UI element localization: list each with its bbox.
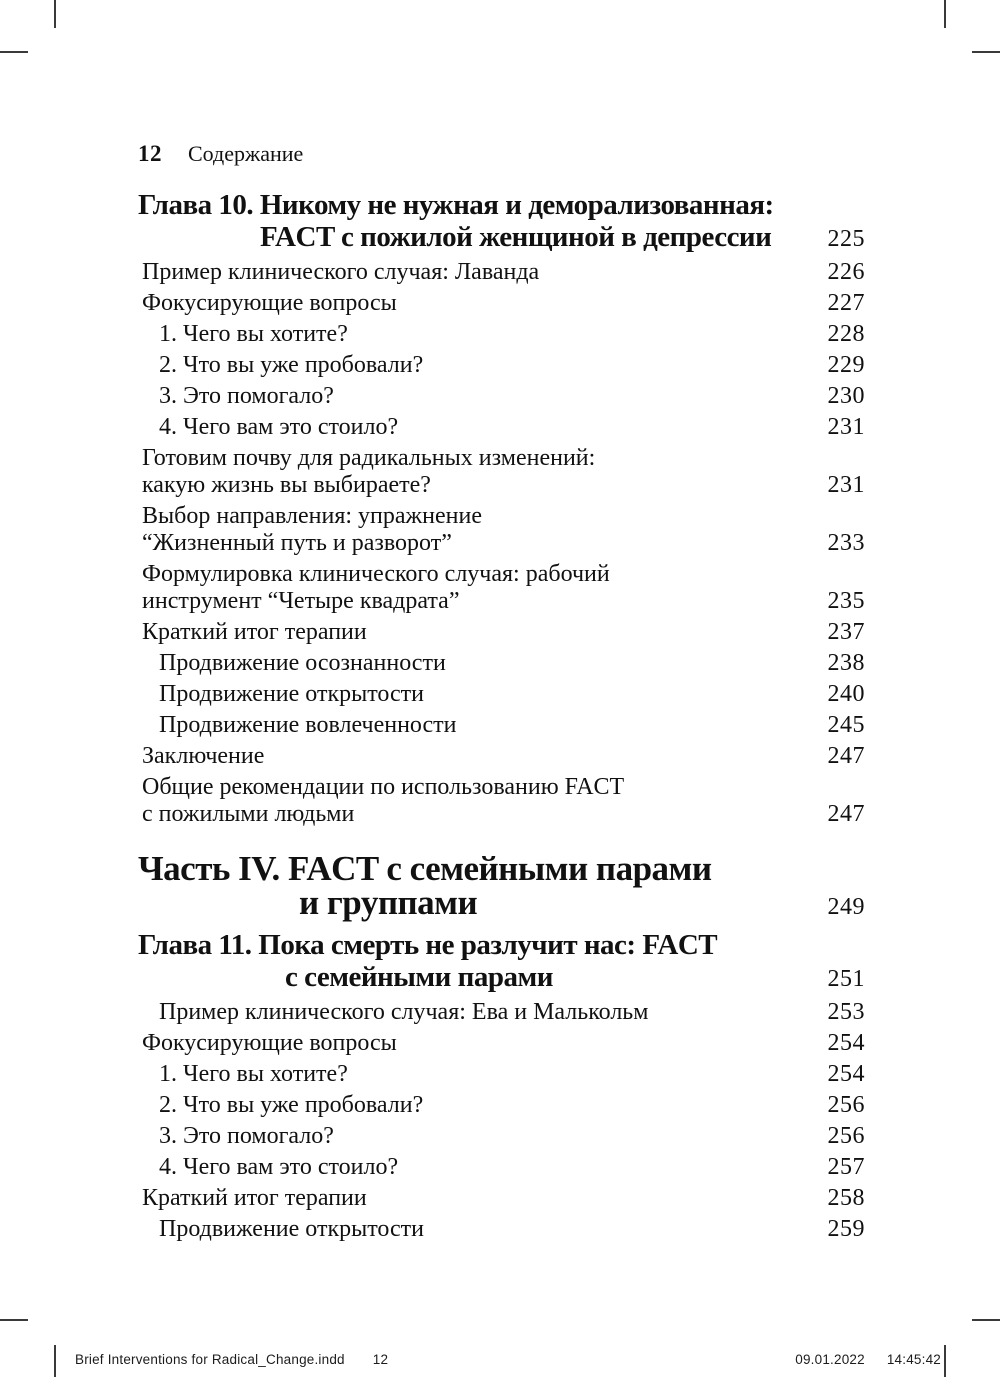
- toc-entry-text: Глава 10. Никому не нужная и деморализованная:: [138, 189, 774, 221]
- toc-entry-page-number: 237: [827, 619, 865, 645]
- toc-entry-page-number: 259: [827, 1216, 865, 1242]
- toc-entry-text: “Жизненный путь и разворот”: [142, 530, 452, 556]
- toc-heading-line: [138, 221, 865, 255]
- toc-entry: [138, 743, 865, 770]
- crop-mark-icon: [0, 1319, 28, 1321]
- toc-entry-text: с семейными парами: [285, 961, 553, 993]
- toc-entry: [138, 352, 865, 379]
- footer-time: 14:45:42: [886, 1352, 941, 1367]
- toc-entry-page-number: 254: [827, 1061, 865, 1087]
- toc-entry-text: Глава 11. Пока смерть не разлучит нас: FACT: [138, 929, 718, 961]
- toc-entry: [138, 472, 865, 499]
- toc-list: [138, 189, 865, 1243]
- toc-entry-text: 4. Чего вам это стоило?: [159, 1154, 399, 1180]
- toc-entry: [138, 259, 865, 286]
- toc-entry-page-number: 231: [827, 472, 865, 498]
- toc-entry-page-number: 226: [827, 259, 865, 285]
- toc-entry-text: Продвижение осознанности: [159, 650, 446, 676]
- toc-entry: [138, 1061, 865, 1088]
- toc-entry-page-number: 256: [827, 1123, 865, 1149]
- toc-entry-page-number: 245: [827, 712, 865, 738]
- toc-entry-text: Пример клинического случая: Лаванда: [142, 259, 540, 285]
- toc-entry-text: инструмент “Четыре квадрата”: [142, 588, 460, 614]
- toc-entry-text: Пример клинического случая: Ева и Малькольм: [159, 999, 649, 1025]
- toc-entry: [138, 290, 865, 317]
- toc-entry: [138, 1185, 865, 1212]
- toc-entry-page-number: 227: [827, 290, 865, 316]
- toc-entry: [138, 445, 865, 472]
- toc-entry-page-number: 228: [827, 321, 865, 347]
- toc-entry-page-number: 233: [827, 530, 865, 556]
- toc-entry-page-number: 238: [827, 650, 865, 676]
- page-header: [138, 141, 865, 167]
- toc-entry: [138, 1030, 865, 1057]
- toc-entry-text: 3. Это помогало?: [159, 383, 334, 409]
- crop-mark-icon: [54, 0, 56, 28]
- toc-entry-page-number: 256: [827, 1092, 865, 1118]
- toc-entry: [138, 999, 865, 1026]
- imposition-footer: [0, 1348, 1000, 1372]
- toc-entry-text: с пожилыми людьми: [142, 801, 355, 827]
- toc-entry: [138, 561, 865, 588]
- toc-entry: [138, 503, 865, 530]
- toc-entry: [138, 1092, 865, 1119]
- toc-entry-text: 4. Чего вам это стоило?: [159, 414, 399, 440]
- crop-mark-icon: [972, 1319, 1000, 1321]
- toc-entry-page-number: 231: [827, 414, 865, 440]
- toc-entry-text: Продвижение открытости: [159, 681, 424, 707]
- toc-entry-text: 1. Чего вы хотите?: [159, 1061, 348, 1087]
- toc-entry-text: Формулировка клинического случая: рабочий: [142, 561, 610, 587]
- crop-mark-icon: [0, 51, 28, 53]
- toc-entry-text: Фокусирующие вопросы: [142, 290, 397, 316]
- toc-entry-page-number: 247: [827, 743, 865, 769]
- toc-heading-line: [138, 929, 865, 961]
- toc-entry: [138, 1123, 865, 1150]
- toc-entry-text: 1. Чего вы хотите?: [159, 321, 348, 347]
- toc-entry-page-number: 229: [827, 352, 865, 378]
- toc-entry-page-number: 251: [827, 966, 865, 992]
- toc-entry: [138, 650, 865, 677]
- footer-sheet-number: 12: [372, 1352, 389, 1367]
- toc-entry: [138, 383, 865, 410]
- footer-left: [75, 1352, 388, 1367]
- toc-entry-text: Выбор направления: упражнение: [142, 503, 482, 529]
- toc-entry: [138, 801, 865, 828]
- footer-date: 09.01.2022: [795, 1352, 865, 1367]
- toc-entry-text: 2. Что вы уже пробовали?: [159, 352, 424, 378]
- toc-entry-text: Готовим почву для радикальных изменений:: [142, 445, 596, 471]
- footer-filename: Brief Interventions for Radical_Change.indd: [75, 1352, 345, 1367]
- toc-heading-line: [138, 961, 865, 995]
- toc-entry: [138, 530, 865, 557]
- page-content: [138, 0, 865, 1243]
- toc-entry-text: FACT с пожилой женщиной в депрессии: [260, 221, 772, 253]
- toc-entry: [138, 774, 865, 801]
- toc-entry: [138, 681, 865, 708]
- footer-right: [795, 1352, 941, 1367]
- toc-entry-page-number: 254: [827, 1030, 865, 1056]
- toc-heading-line: [138, 849, 865, 888]
- toc-entry-text: Краткий итог терапии: [142, 619, 367, 645]
- toc-entry-text: Заключение: [142, 743, 265, 769]
- running-title: Содержание: [188, 141, 304, 166]
- toc-entry-text: Фокусирующие вопросы: [142, 1030, 397, 1056]
- toc-entry-text: 3. Это помогало?: [159, 1123, 334, 1149]
- toc-entry-text: какую жизнь вы выбираете?: [142, 472, 431, 498]
- toc-entry-page-number: 247: [827, 801, 865, 827]
- toc-entry-page-number: 258: [827, 1185, 865, 1211]
- toc-entry-page-number: 257: [827, 1154, 865, 1180]
- toc-entry-text: Продвижение вовлеченности: [159, 712, 457, 738]
- crop-mark-icon: [944, 0, 946, 28]
- toc-entry-text: Общие рекомендации по использованию FACT: [142, 774, 625, 800]
- toc-entry-text: Продвижение открытости: [159, 1216, 424, 1242]
- toc-entry: [138, 1154, 865, 1181]
- toc-entry: [138, 321, 865, 348]
- folio-page-number: 12: [138, 141, 162, 166]
- toc-entry: [138, 414, 865, 441]
- toc-entry-page-number: 225: [827, 226, 865, 252]
- toc-entry-text: Часть IV. FACT с семейными парами: [138, 849, 712, 888]
- toc-entry-text: и группами: [299, 883, 478, 922]
- toc-entry-page-number: 240: [827, 681, 865, 707]
- toc-entry: [138, 712, 865, 739]
- toc-entry: [138, 619, 865, 646]
- toc-entry-text: Краткий итог терапии: [142, 1185, 367, 1211]
- toc-entry-page-number: 230: [827, 383, 865, 409]
- toc-entry-page-number: 235: [827, 588, 865, 614]
- toc-entry: [138, 1216, 865, 1243]
- toc-heading-line: [138, 189, 865, 221]
- crop-mark-icon: [972, 51, 1000, 53]
- toc-entry-page-number: 249: [827, 894, 865, 920]
- toc-entry-page-number: 253: [827, 999, 865, 1025]
- toc-heading-line: [138, 883, 865, 924]
- toc-entry: [138, 588, 865, 615]
- toc-entry-text: 2. Что вы уже пробовали?: [159, 1092, 424, 1118]
